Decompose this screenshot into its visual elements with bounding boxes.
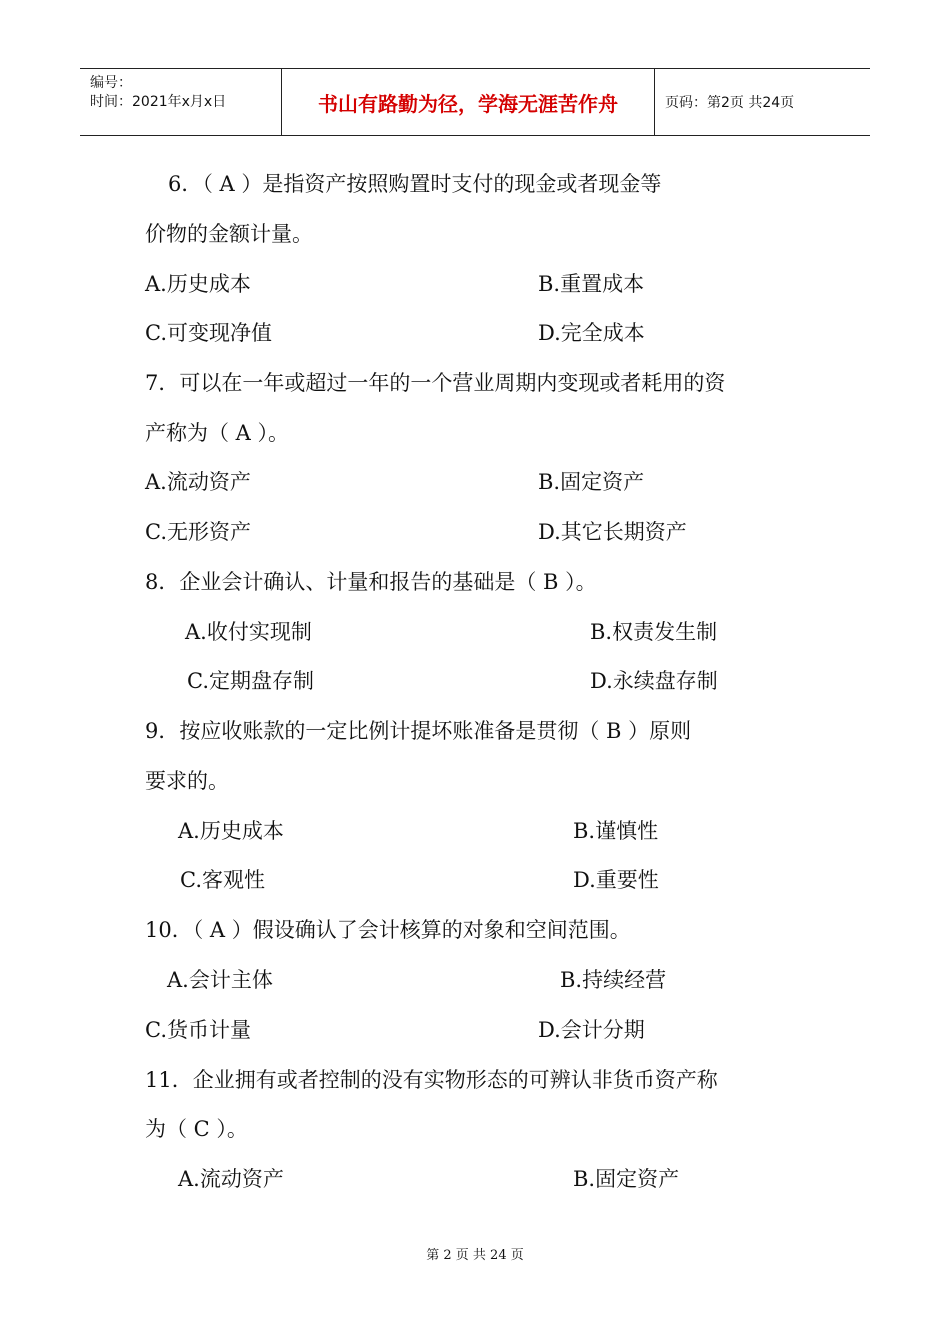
text-line: 为（ C ）。	[145, 1117, 248, 1141]
text-line: D.其它长期资产	[538, 520, 687, 544]
date-label: 时间：2021年x月x日	[90, 94, 227, 110]
text-line: B.权责发生制	[590, 620, 718, 644]
header-motto-cell	[282, 69, 655, 135]
text-line: 7．可以在一年或超过一年的一个营业周期内变现或者耗用的资	[145, 371, 726, 395]
text-line: 11．企业拥有或者控制的没有实物形态的可辨认非货币资产称	[145, 1068, 718, 1092]
text-line: D.会计分期	[538, 1018, 645, 1042]
text-line: 价物的金额计量。	[145, 222, 313, 246]
text-line: B.谨慎性	[573, 819, 659, 843]
text-line: D.重要性	[573, 868, 659, 892]
code-label: 编号：	[90, 75, 132, 91]
document-header	[80, 68, 870, 136]
motto-text: 书山有路勤为径，学海无涯苦作舟	[318, 91, 618, 116]
header-meta-cell	[80, 69, 282, 135]
page-footer: 第 2 页 共 24 页	[426, 1248, 524, 1263]
text-line: D.永续盘存制	[590, 669, 718, 693]
text-line: 10．（ A ）假设确认了会计核算的对象和空间范围。	[145, 918, 631, 942]
text-line: C.无形资产	[145, 520, 251, 544]
text-line: A.流动资产	[178, 1167, 284, 1191]
text-line: C.可变现净值	[145, 321, 272, 345]
text-line: C.定期盘存制	[187, 669, 314, 693]
text-line: B.持续经营	[560, 968, 667, 992]
text-line: B.重置成本	[538, 272, 645, 296]
text-line: 6．（ A ）是指资产按照购置时支付的现金或者现金等	[168, 172, 662, 196]
page-label: 页码：第2页 共24页	[665, 95, 795, 111]
text-line: D.完全成本	[538, 321, 645, 345]
text-line: A.历史成本	[178, 819, 284, 843]
text-line: A.历史成本	[145, 272, 251, 296]
text-line: 9．按应收账款的一定比例计提坏账准备是贯彻（ B ）原则	[145, 719, 692, 743]
text-line: C.客观性	[180, 868, 265, 892]
text-line: 产称为（ A ）。	[145, 421, 290, 445]
text-line: 8．企业会计确认、计量和报告的基础是（ B ）。	[145, 570, 597, 594]
text-line: 要求的。	[145, 769, 229, 793]
header-page-cell	[655, 69, 870, 135]
text-line: C.货币计量	[145, 1018, 251, 1042]
text-line: A.会计主体	[167, 968, 273, 992]
text-line: B.固定资产	[573, 1167, 680, 1191]
text-line: B.固定资产	[538, 470, 645, 494]
text-line: A.收付实现制	[185, 620, 312, 644]
text-line: A.流动资产	[145, 470, 251, 494]
